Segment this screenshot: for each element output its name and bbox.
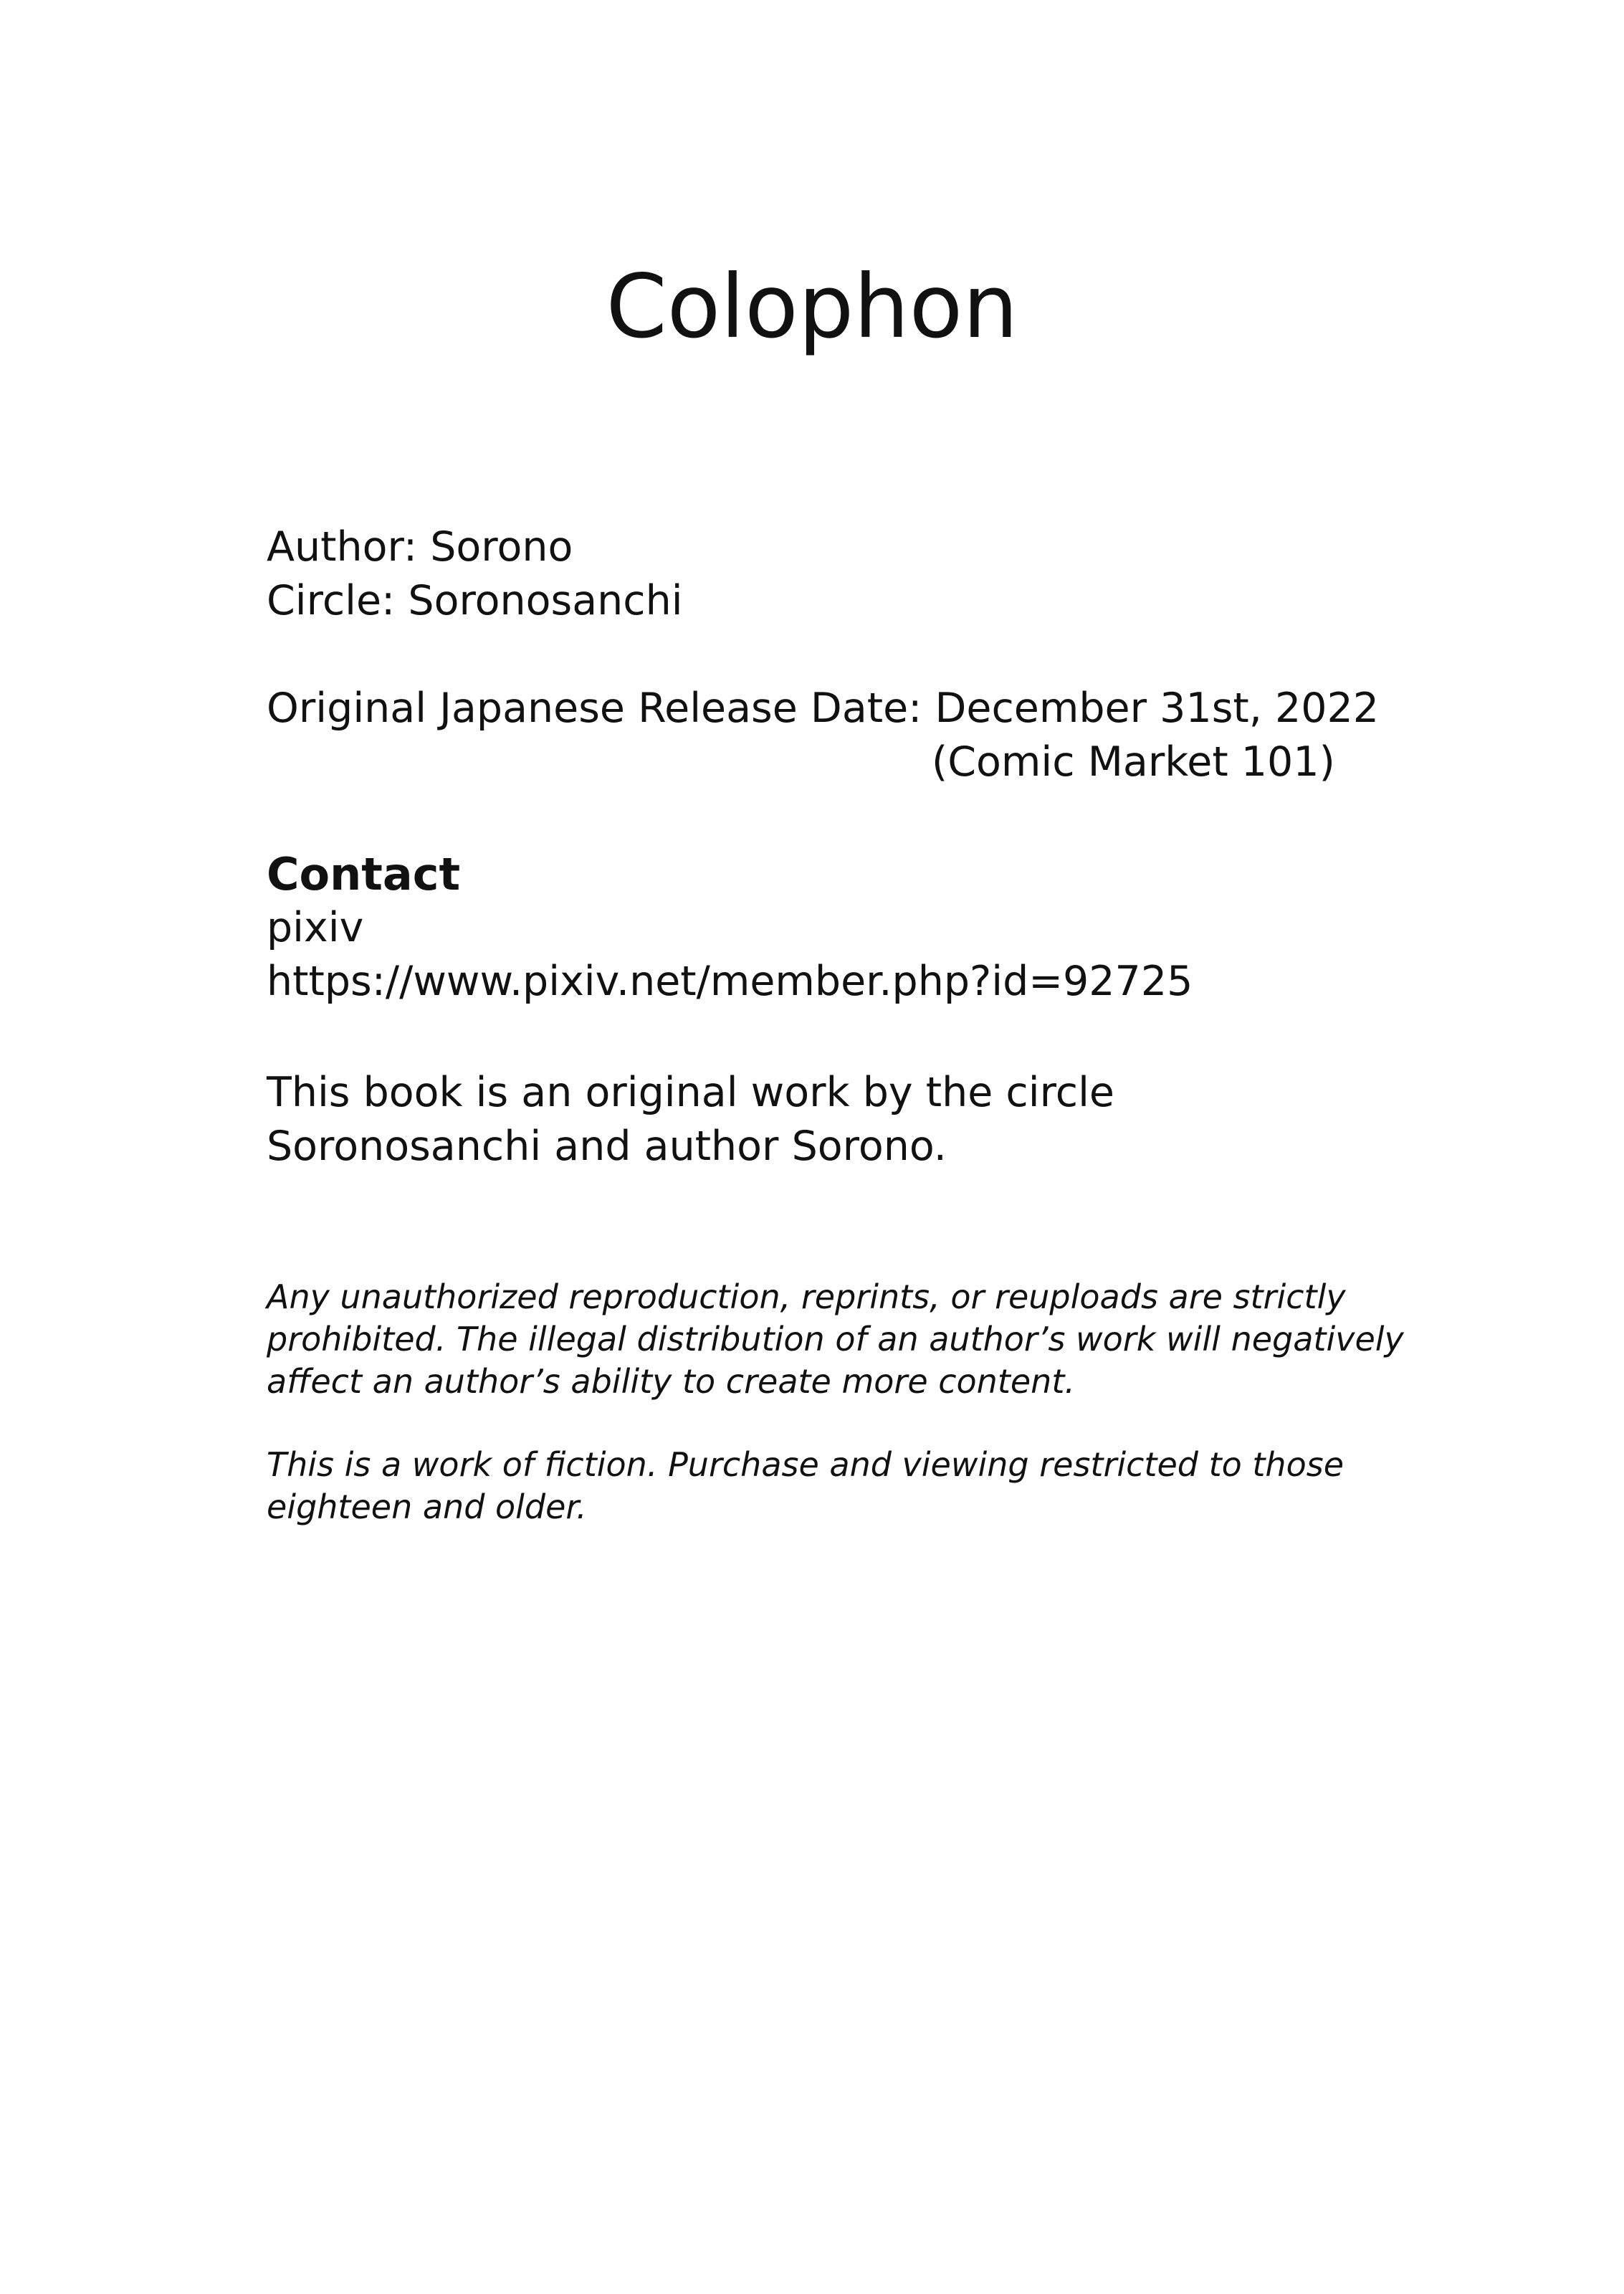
contact-heading: Contact — [267, 848, 461, 900]
statement-line-2: Soronosanchi and author Sorono. — [267, 1123, 947, 1170]
contact-block — [267, 847, 1413, 1009]
fiction-notice — [267, 1444, 1413, 1528]
copyright-notice-line-2: prohibited. The illegal distribution of an author’s work will negatively — [267, 1320, 1404, 1358]
statement-block — [267, 1066, 1413, 1174]
copyright-notice-line-3: affect an author’s ability to create more content. — [267, 1362, 1075, 1401]
release-date-line: Original Japanese Release Date: December 31st, 2022 — [267, 685, 1380, 732]
page-title: Colophon — [606, 256, 1018, 358]
credits-block — [267, 520, 1413, 628]
copyright-notice-line-1: Any unauthorized reproduction, reprints, or reuploads are strictly — [267, 1277, 1346, 1316]
contact-url: https://www.pixiv.net/member.php?id=92725 — [267, 958, 1193, 1005]
copyright-notice — [267, 1276, 1413, 1403]
author-line: Author: Sorono — [267, 523, 573, 571]
circle-line: Circle: Soronosanchi — [267, 577, 683, 624]
statement-line-1: This book is an original work by the circle — [267, 1069, 1115, 1116]
release-event-line: (Comic Market 101) — [932, 738, 1335, 786]
fiction-notice-line-2: eighteen and older. — [267, 1488, 587, 1526]
release-block — [267, 682, 1413, 789]
contact-platform: pixiv — [267, 904, 364, 951]
fiction-notice-line-1: This is a work of fiction. Purchase and viewing restricted to those — [267, 1445, 1344, 1484]
